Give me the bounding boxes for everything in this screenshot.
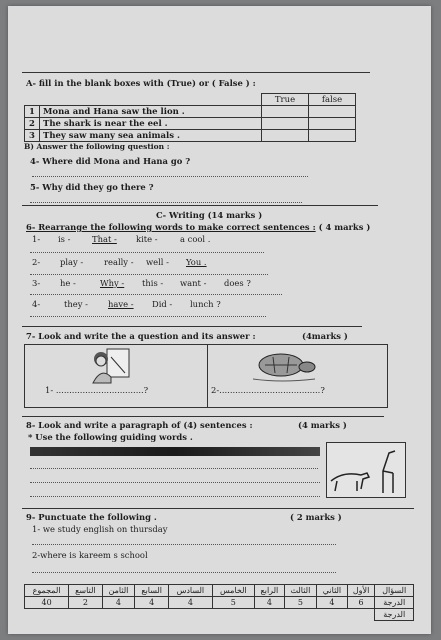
question-9-marks: ( 2 marks ) <box>290 512 342 522</box>
question-7: 7- Look and write the a question and its answer : <box>26 331 256 341</box>
marks-values-row: 40 2 4 4 4 5 4 5 4 6 الدرجة <box>25 597 414 609</box>
answer-box[interactable] <box>309 118 356 130</box>
animals-picture <box>326 442 406 498</box>
divider <box>22 72 370 73</box>
statement: The shark is near the eel . <box>40 118 262 130</box>
picture-box <box>24 344 388 408</box>
answer-line[interactable] <box>30 316 266 317</box>
divider <box>22 205 378 206</box>
answer-line[interactable] <box>32 572 336 573</box>
rearrange-row-1: 1- is - That - kite - a cool . <box>32 234 211 244</box>
child-drawing-image <box>89 347 133 385</box>
answer-box[interactable] <box>309 106 356 118</box>
exam-sheet <box>8 6 431 634</box>
section-a-title: A- fill in the blank boxes with (True) or ( False ) : <box>26 78 256 88</box>
statement: Mona and Hana saw the lion . <box>40 106 262 118</box>
answer-box[interactable] <box>262 106 309 118</box>
rearrange-row-3: 3- he - Why - this - want - does ? <box>32 278 251 288</box>
question-8: 8- Look and write a paragraph of (4) sentences : <box>26 420 253 430</box>
false-header: false <box>309 94 356 106</box>
table-row: 1 Mona and Hana saw the lion . <box>25 106 356 118</box>
marks-header-row: المجموع التاسع الثامن السابع السادس الخامس الرابع الثالث الثاني الأول السؤال <box>25 585 414 597</box>
writing-title: C- Writing (14 marks ) <box>156 210 263 220</box>
answer-line[interactable] <box>32 176 308 177</box>
answer-line[interactable] <box>30 252 264 253</box>
answer-line[interactable] <box>30 274 268 275</box>
rearrange-row-4: 4- they - have - Did - lunch ? <box>32 299 221 309</box>
sentence-1: 1- we study english on thursday <box>32 524 168 534</box>
sentence-2: 2-where is kareem s school <box>32 550 148 560</box>
marks-table <box>24 584 414 621</box>
statement: They saw many sea animals . <box>40 130 262 142</box>
guiding-words-label: * Use the following guiding words . <box>28 432 193 442</box>
turtle-image <box>251 349 317 383</box>
true-false-table <box>24 93 356 142</box>
answer-line[interactable] <box>30 294 282 295</box>
answer-box[interactable] <box>262 118 309 130</box>
table-row: 2 The shark is near the eel . <box>25 118 356 130</box>
true-header: True <box>262 94 309 106</box>
question-9: 9- Punctuate the following . <box>26 512 157 522</box>
question-8-marks: (4 marks ) <box>298 420 347 430</box>
table-row: 3 They saw many sea animals . <box>25 130 356 142</box>
answer-box[interactable] <box>309 130 356 142</box>
answer-line[interactable] <box>30 202 302 203</box>
guiding-words-bar <box>30 447 320 456</box>
divider <box>22 416 384 417</box>
divider <box>22 508 414 509</box>
rearrange-row-2: 2- play - really - well - You . <box>32 257 207 267</box>
marks-score-row: الدرجة <box>25 609 414 621</box>
question-7-marks: (4marks ) <box>302 331 348 341</box>
answer-box[interactable] <box>262 130 309 142</box>
answer-1[interactable]: 1- .................................? <box>45 385 149 395</box>
cheetah-giraffe-image <box>327 443 405 497</box>
answer-line[interactable] <box>30 496 320 497</box>
section-b-title: B) Answer the following question : <box>24 142 170 151</box>
question-4: 4- Where did Mona and Hana go ? <box>30 156 191 166</box>
answer-line[interactable] <box>30 468 318 469</box>
question-5: 5- Why did they go there ? <box>30 182 154 192</box>
answer-2[interactable]: 2-......................................? <box>211 385 325 395</box>
answer-line[interactable] <box>32 544 336 545</box>
answer-line[interactable] <box>30 482 320 483</box>
question-6: 6- Rearrange the following words to make correct sentences : ( 4 marks ) <box>26 222 371 232</box>
divider <box>22 326 362 327</box>
